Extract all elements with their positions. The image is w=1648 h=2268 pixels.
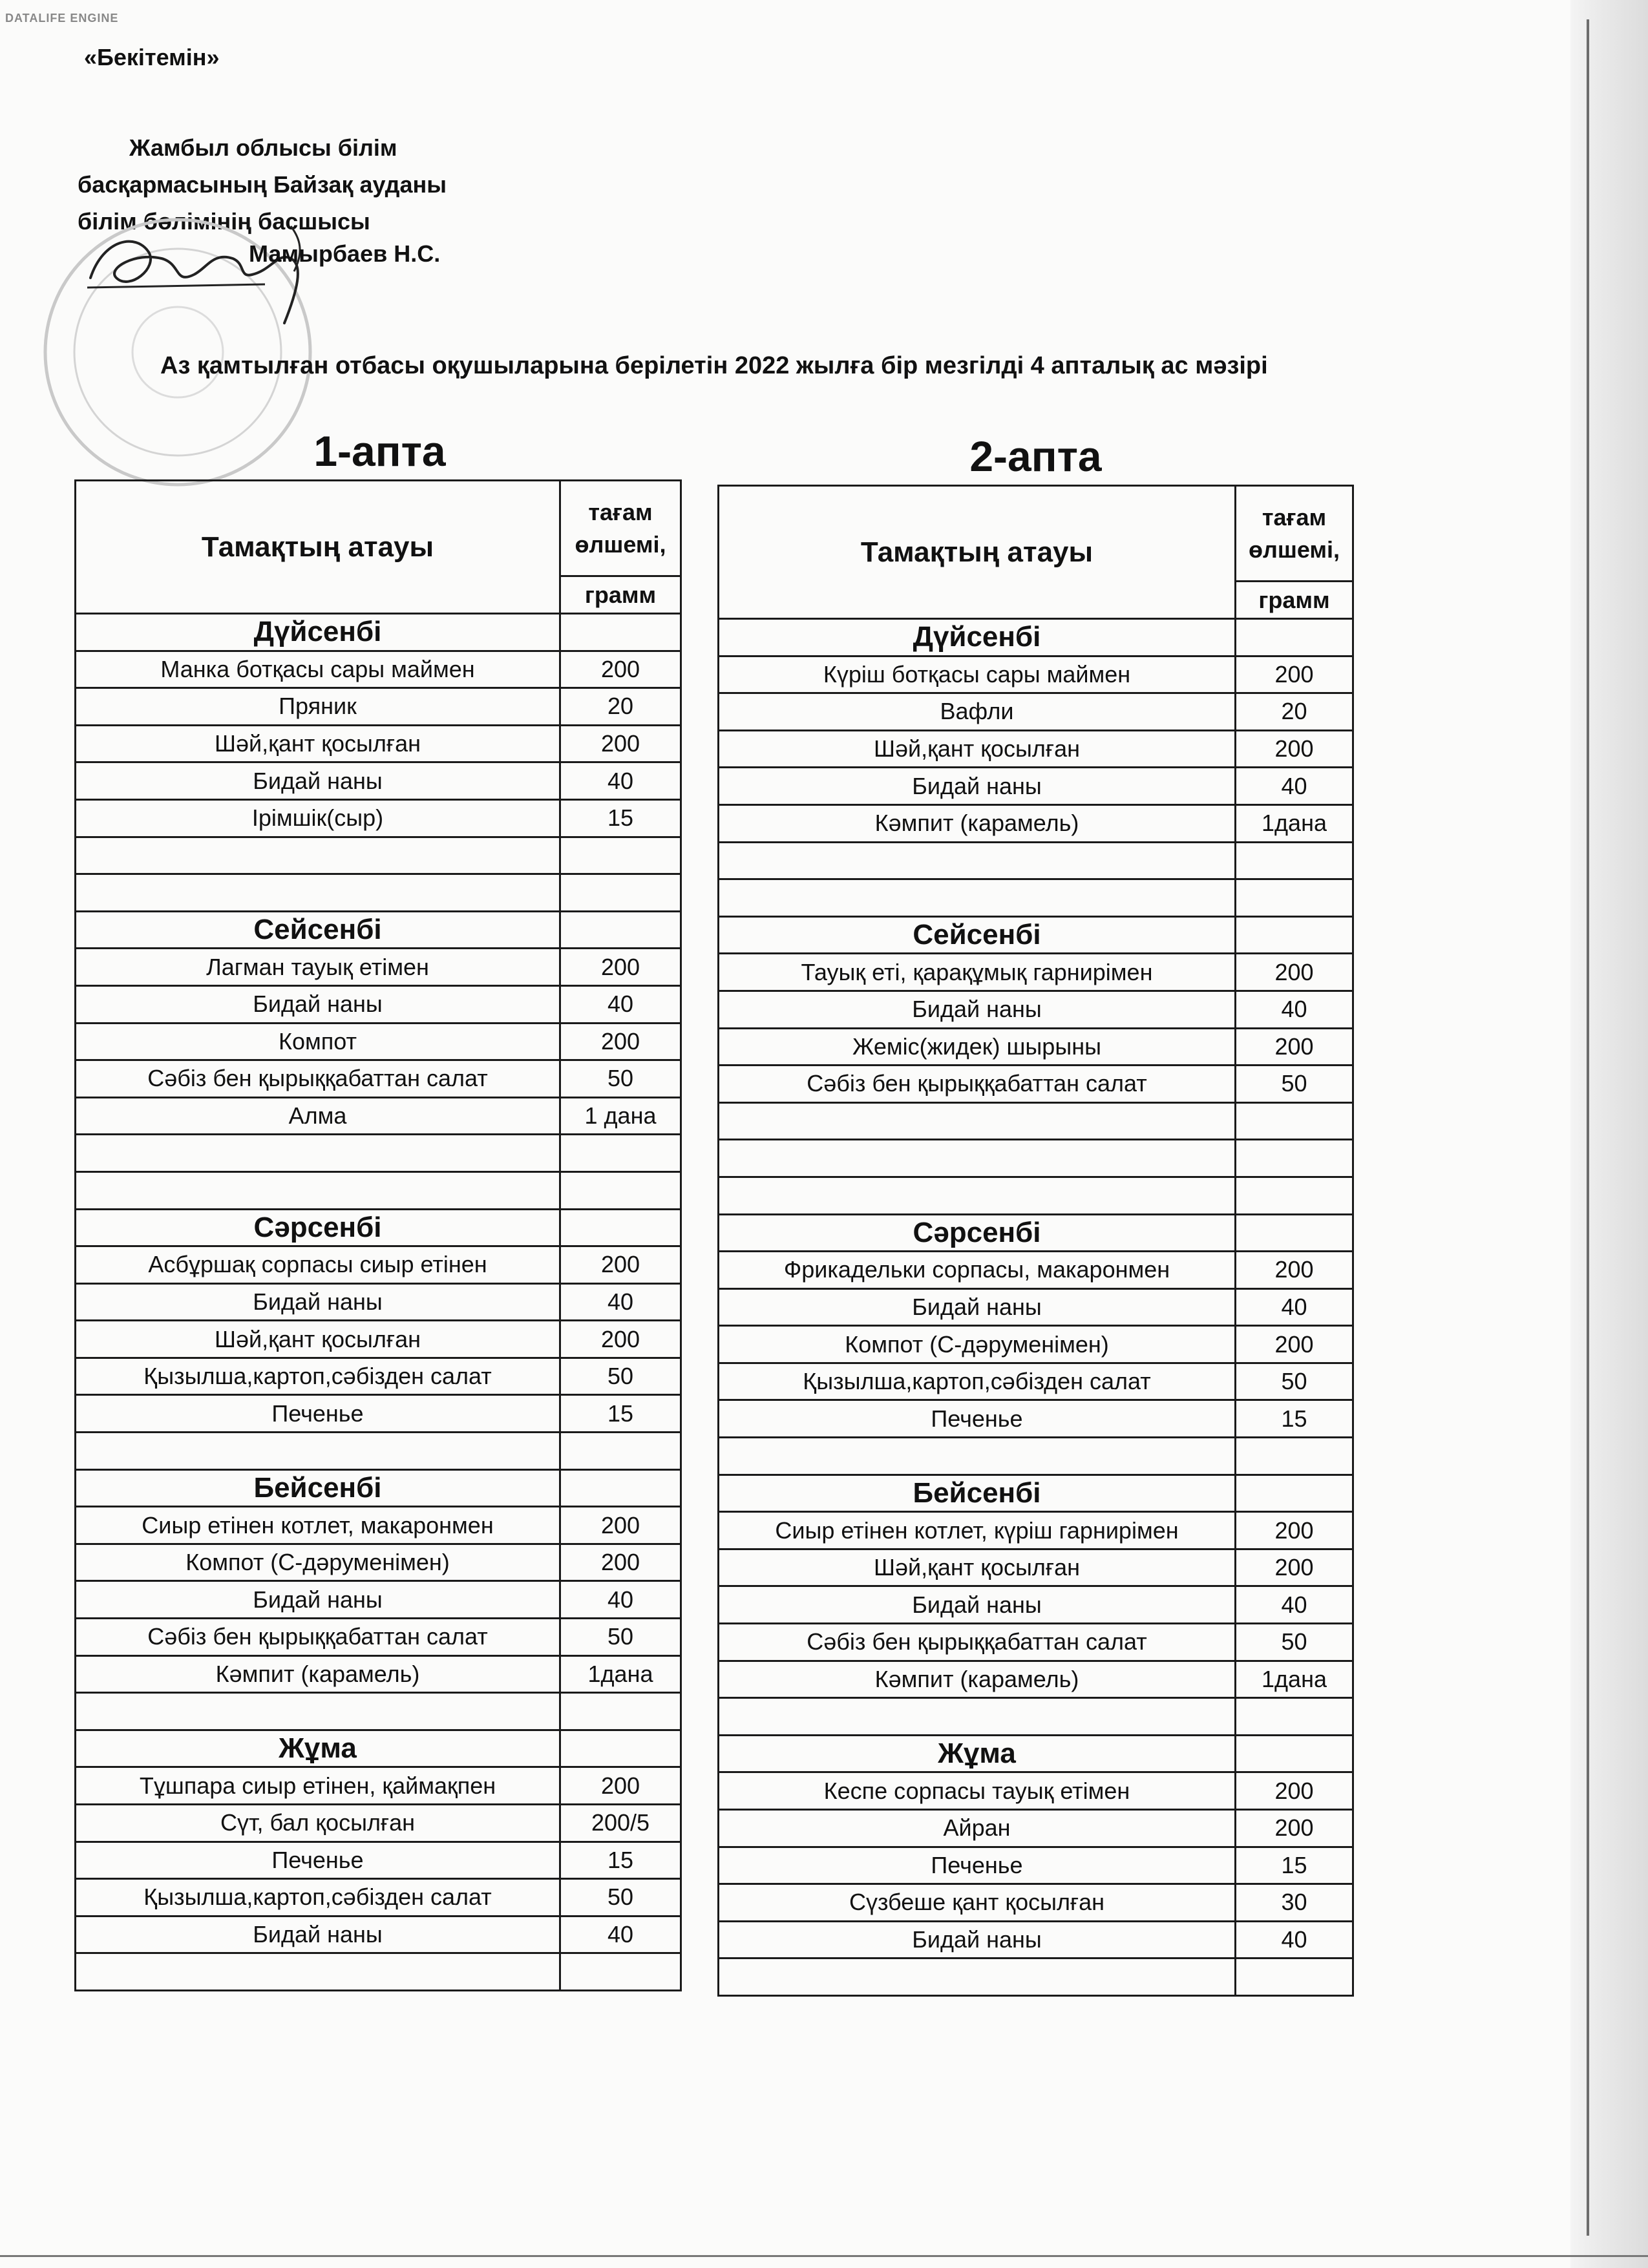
dish-name: Печенье xyxy=(719,1847,1236,1884)
table-row xyxy=(719,1177,1353,1214)
table-row xyxy=(76,874,681,912)
header-portion xyxy=(1236,486,1353,582)
day-name: Бейсенбі xyxy=(76,1469,560,1507)
table-row xyxy=(76,1916,681,1953)
header-portion-line1: тағам xyxy=(1262,503,1327,530)
dish-name: Шәй,қант қосылған xyxy=(719,1549,1236,1586)
dish-portion xyxy=(1236,1698,1353,1736)
day-row xyxy=(76,1730,681,1767)
dish-name: Сүт, бал қосылған xyxy=(76,1805,560,1842)
day-row xyxy=(76,614,681,651)
dish-name xyxy=(719,1102,1236,1140)
approval-heading: «Бекітемін» xyxy=(84,44,220,70)
table-row xyxy=(76,1655,681,1693)
dish-name xyxy=(76,1433,560,1470)
dish-portion: 200 xyxy=(560,1023,681,1060)
dish-name xyxy=(76,1693,560,1730)
dish-portion xyxy=(1236,842,1353,879)
dish-portion: 50 xyxy=(560,1060,681,1098)
dish-name xyxy=(719,1177,1236,1214)
dish-portion: 200 xyxy=(1236,1252,1353,1289)
table-row xyxy=(719,693,1353,731)
header-dish-name: Тамақтың атауы xyxy=(719,486,1236,619)
day-name: Жұма xyxy=(76,1730,560,1767)
table-row xyxy=(719,1066,1353,1103)
dish-portion xyxy=(1236,1177,1353,1214)
dish-portion: 200 xyxy=(1236,730,1353,768)
dish-portion: 40 xyxy=(1236,1288,1353,1326)
dish-portion: 200 xyxy=(560,1246,681,1284)
dish-name: Асбұршақ сорпасы сиыр етінен xyxy=(76,1246,560,1284)
dish-name xyxy=(719,1698,1236,1736)
dish-name: Сиыр етінен котлет, макаронмен xyxy=(76,1507,560,1544)
day-empty-cell xyxy=(1236,619,1353,656)
dish-name: Бидай наны xyxy=(719,1288,1236,1326)
day-empty-cell xyxy=(1236,1214,1353,1252)
table-row xyxy=(719,804,1353,842)
table-row xyxy=(719,1363,1353,1400)
dish-portion: 200 xyxy=(560,1767,681,1805)
dish-portion: 40 xyxy=(1236,1586,1353,1624)
dish-name: Кәмпит (карамель) xyxy=(76,1655,560,1693)
dish-portion: 20 xyxy=(560,688,681,726)
document-title: Аз қамтылған отбасы оқушыларына берілетін 2022 жылға бір мезгілді 4 апталық ас мәзірі xyxy=(160,352,1268,379)
dish-name: Печенье xyxy=(719,1400,1236,1438)
table-row xyxy=(76,688,681,726)
dish-name xyxy=(719,1140,1236,1177)
dish-portion: 40 xyxy=(1236,991,1353,1028)
dish-portion xyxy=(1236,879,1353,917)
dish-portion xyxy=(560,1171,681,1209)
dish-portion: 15 xyxy=(560,1842,681,1879)
table-row xyxy=(719,1847,1353,1884)
table-row xyxy=(719,1252,1353,1289)
table-row xyxy=(719,1698,1353,1736)
dish-portion xyxy=(560,1693,681,1730)
day-empty-cell xyxy=(560,911,681,949)
day-name: Бейсенбі xyxy=(719,1475,1236,1512)
day-name: Сәрсенбі xyxy=(76,1209,560,1246)
dish-name: Сәбіз бен қырыққабаттан салат xyxy=(719,1624,1236,1661)
dish-portion: 40 xyxy=(560,1916,681,1953)
table-row xyxy=(76,725,681,762)
table-row xyxy=(76,985,681,1023)
table-row xyxy=(719,1921,1353,1958)
table-row xyxy=(719,954,1353,991)
table-row xyxy=(76,1097,681,1135)
dish-name: Қызылша,картоп,сәбізден салат xyxy=(76,1879,560,1916)
dish-name: Бидай наны xyxy=(76,1283,560,1321)
dish-portion: 50 xyxy=(560,1879,681,1916)
dish-name xyxy=(719,879,1236,917)
table-row xyxy=(719,768,1353,805)
scan-border-line xyxy=(1587,19,1589,2236)
dish-portion: 200 xyxy=(1236,1810,1353,1847)
day-row xyxy=(76,1469,681,1507)
dish-portion xyxy=(560,837,681,874)
day-empty-cell xyxy=(1236,1735,1353,1772)
day-row xyxy=(719,1735,1353,1772)
table-header-row xyxy=(719,486,1353,582)
dish-name: Бидай наны xyxy=(76,985,560,1023)
dish-portion: 200 xyxy=(1236,1326,1353,1363)
dish-portion: 40 xyxy=(560,762,681,800)
table-row xyxy=(76,1842,681,1879)
dish-portion: 50 xyxy=(560,1619,681,1656)
day-name: Жұма xyxy=(719,1735,1236,1772)
table-row xyxy=(719,842,1353,879)
table-row xyxy=(719,1549,1353,1586)
dish-name: Сиыр етінен котлет, күріш гарнирімен xyxy=(719,1512,1236,1549)
table-row xyxy=(76,1693,681,1730)
dish-portion: 200 xyxy=(560,1321,681,1358)
table-row xyxy=(719,1288,1353,1326)
dish-portion: 40 xyxy=(560,1283,681,1321)
scan-bottom-line xyxy=(0,2255,1648,2257)
dish-name: Бидай наны xyxy=(719,768,1236,805)
table-row xyxy=(719,991,1353,1028)
table-row xyxy=(719,1624,1353,1661)
dish-portion: 200/5 xyxy=(560,1805,681,1842)
dish-portion: 1дана xyxy=(1236,804,1353,842)
day-name: Дүйсенбі xyxy=(719,619,1236,656)
table-row xyxy=(719,1772,1353,1810)
table-row xyxy=(76,1023,681,1060)
day-empty-cell xyxy=(560,614,681,651)
table-row xyxy=(719,1438,1353,1475)
day-name: Сейсенбі xyxy=(719,916,1236,954)
dish-portion xyxy=(1236,1102,1353,1140)
table-row xyxy=(76,762,681,800)
dish-portion: 200 xyxy=(1236,1772,1353,1810)
dish-name: Ірімшік(сыр) xyxy=(76,799,560,837)
dish-portion: 40 xyxy=(1236,768,1353,805)
dish-portion xyxy=(560,1135,681,1172)
dish-name: Қызылша,картоп,сәбізден салат xyxy=(76,1358,560,1395)
table-row xyxy=(76,1767,681,1805)
day-name: Сәрсенбі xyxy=(719,1214,1236,1252)
dish-name xyxy=(719,842,1236,879)
table-row xyxy=(76,837,681,874)
dish-portion: 15 xyxy=(560,1395,681,1433)
dish-name: Компот (С-дәруменімен) xyxy=(76,1544,560,1581)
dish-portion: 40 xyxy=(560,985,681,1023)
table-row xyxy=(719,1102,1353,1140)
table-row xyxy=(719,1400,1353,1438)
day-row xyxy=(719,1214,1353,1252)
dish-portion: 20 xyxy=(1236,693,1353,731)
dish-portion: 15 xyxy=(1236,1847,1353,1884)
dish-portion: 200 xyxy=(1236,1512,1353,1549)
dish-name: Шәй,қант қосылған xyxy=(76,1321,560,1358)
dish-name: Печенье xyxy=(76,1842,560,1879)
authority-line: басқармасының Байзақ ауданы xyxy=(78,171,447,198)
dish-portion: 200 xyxy=(1236,954,1353,991)
table-row xyxy=(76,1283,681,1321)
dish-name: Кәмпит (карамель) xyxy=(719,1661,1236,1698)
dish-name: Бидай наны xyxy=(76,1916,560,1953)
dish-name: Қызылша,картоп,сәбізден салат xyxy=(719,1363,1236,1400)
table-row xyxy=(719,879,1353,917)
table-row xyxy=(76,1507,681,1544)
header-portion-line1: тағам xyxy=(588,498,653,525)
dish-portion: 200 xyxy=(1236,1549,1353,1586)
dish-portion: 200 xyxy=(1236,1028,1353,1066)
day-empty-cell xyxy=(560,1209,681,1246)
table-row xyxy=(76,1544,681,1581)
table-row xyxy=(76,1358,681,1395)
dish-portion: 200 xyxy=(560,1544,681,1581)
dish-portion: 15 xyxy=(560,799,681,837)
dish-portion: 200 xyxy=(560,1507,681,1544)
signature-handwritten xyxy=(78,213,336,330)
dish-name: Күріш ботқасы сары маймен xyxy=(719,656,1236,693)
dish-name: Компот (С-дәруменімен) xyxy=(719,1326,1236,1363)
day-name: Сейсенбі xyxy=(76,911,560,949)
table-row xyxy=(719,1326,1353,1363)
dish-portion xyxy=(560,1433,681,1470)
dish-name xyxy=(76,1171,560,1209)
dish-name xyxy=(719,1958,1236,1996)
head-name: Мамырбаев Н.С. xyxy=(249,240,441,267)
dish-name: Шәй,қант қосылған xyxy=(76,725,560,762)
dish-portion: 50 xyxy=(560,1358,681,1395)
header-portion-line2: өлшемі, xyxy=(575,530,666,558)
week-1-title: 1-апта xyxy=(313,427,446,475)
dish-name: Кәмпит (карамель) xyxy=(719,804,1236,842)
table-row xyxy=(719,1884,1353,1922)
dish-name: Кеспе сорпасы тауық етімен xyxy=(719,1772,1236,1810)
table-row xyxy=(719,1028,1353,1066)
day-empty-cell xyxy=(560,1730,681,1767)
dish-name xyxy=(76,874,560,912)
dish-portion: 50 xyxy=(1236,1624,1353,1661)
table-row xyxy=(719,1661,1353,1698)
table-row xyxy=(719,1810,1353,1847)
dish-portion: 50 xyxy=(1236,1363,1353,1400)
dish-name: Бидай наны xyxy=(76,762,560,800)
dish-portion: 1дана xyxy=(1236,1661,1353,1698)
dish-name: Пряник xyxy=(76,688,560,726)
dish-name: Сәбіз бен қырыққабаттан салат xyxy=(76,1060,560,1098)
dish-portion xyxy=(560,874,681,912)
week-2-menu-table xyxy=(717,485,1354,1997)
dish-portion: 50 xyxy=(1236,1066,1353,1103)
dish-name: Сүзбеше қант қосылған xyxy=(719,1884,1236,1922)
dish-portion xyxy=(1236,1958,1353,1996)
dish-portion: 200 xyxy=(560,949,681,986)
dish-portion: 200 xyxy=(1236,656,1353,693)
authority-line: Жамбыл облысы білім xyxy=(129,134,397,161)
dish-name: Алма xyxy=(76,1097,560,1135)
table-row xyxy=(719,656,1353,693)
day-row xyxy=(719,916,1353,954)
authority-line: білім бөлімінің басшысы xyxy=(78,208,370,235)
day-row xyxy=(76,1209,681,1246)
table-header-row xyxy=(76,481,681,576)
table-row xyxy=(76,1321,681,1358)
dish-name xyxy=(76,1135,560,1172)
day-name: Дүйсенбі xyxy=(76,614,560,651)
dish-name: Фрикадельки сорпасы, макаронмен xyxy=(719,1252,1236,1289)
dish-name: Вафли xyxy=(719,693,1236,731)
table-row xyxy=(76,1060,681,1098)
scan-edge xyxy=(1570,0,1648,2268)
dish-name: Шәй,қант қосылған xyxy=(719,730,1236,768)
table-row xyxy=(719,1586,1353,1624)
dish-name: Сәбіз бен қырыққабаттан салат xyxy=(76,1619,560,1656)
dish-name: Сәбіз бен қырыққабаттан салат xyxy=(719,1066,1236,1103)
table-row xyxy=(76,949,681,986)
table-row xyxy=(719,1512,1353,1549)
day-empty-cell xyxy=(560,1469,681,1507)
dish-name: Айран xyxy=(719,1810,1236,1847)
dish-portion: 1 дана xyxy=(560,1097,681,1135)
dish-name: Бидай наны xyxy=(719,1586,1236,1624)
table-row xyxy=(76,1805,681,1842)
day-empty-cell xyxy=(1236,916,1353,954)
dish-portion: 1дана xyxy=(560,1655,681,1693)
day-row xyxy=(719,1475,1353,1512)
day-row xyxy=(76,911,681,949)
week-2-title: 2-апта xyxy=(969,432,1102,480)
dish-name xyxy=(76,1953,560,1991)
table-row xyxy=(76,651,681,688)
dish-name: Бидай наны xyxy=(719,991,1236,1028)
dish-name: Бидай наны xyxy=(76,1581,560,1619)
table-row xyxy=(76,1395,681,1433)
dish-name: Компот xyxy=(76,1023,560,1060)
day-row xyxy=(719,619,1353,656)
day-empty-cell xyxy=(1236,1475,1353,1512)
table-row xyxy=(76,1246,681,1284)
table-row xyxy=(76,1433,681,1470)
table-row xyxy=(719,1958,1353,1996)
dish-name xyxy=(719,1438,1236,1475)
table-row xyxy=(76,799,681,837)
dish-portion: 40 xyxy=(1236,1921,1353,1958)
dish-name: Жеміс(жидек) шырыны xyxy=(719,1028,1236,1066)
dish-name: Печенье xyxy=(76,1395,560,1433)
dish-portion: 30 xyxy=(1236,1884,1353,1922)
table-row xyxy=(719,1140,1353,1177)
dish-name: Тұшпара сиыр етінен, қаймақпен xyxy=(76,1767,560,1805)
table-row xyxy=(76,1879,681,1916)
dish-name: Бидай наны xyxy=(719,1921,1236,1958)
table-row xyxy=(76,1619,681,1656)
dish-name: Тауық еті, қарақұмық гарнирімен xyxy=(719,954,1236,991)
header-dish-name: Тамақтың атауы xyxy=(76,481,560,614)
dish-portion: 200 xyxy=(560,651,681,688)
header-unit-gram: грамм xyxy=(1236,582,1353,619)
watermark-text: DATALIFE ENGINE xyxy=(5,12,119,25)
table-row xyxy=(719,730,1353,768)
header-portion-line2: өлшемі, xyxy=(1248,536,1340,563)
dish-name: Манка ботқасы сары маймен xyxy=(76,651,560,688)
table-row xyxy=(76,1581,681,1619)
dish-name: Лагман тауық етімен xyxy=(76,949,560,986)
dish-portion xyxy=(1236,1438,1353,1475)
dish-portion: 15 xyxy=(1236,1400,1353,1438)
dish-portion: 200 xyxy=(560,725,681,762)
table-row xyxy=(76,1953,681,1991)
dish-portion xyxy=(1236,1140,1353,1177)
table-row xyxy=(76,1135,681,1172)
header-portion xyxy=(560,481,681,576)
dish-name xyxy=(76,837,560,874)
table-row xyxy=(76,1171,681,1209)
dish-portion: 40 xyxy=(560,1581,681,1619)
header-unit-gram: грамм xyxy=(560,576,681,614)
week-1-menu-table xyxy=(74,479,682,1991)
dish-portion xyxy=(560,1953,681,1991)
